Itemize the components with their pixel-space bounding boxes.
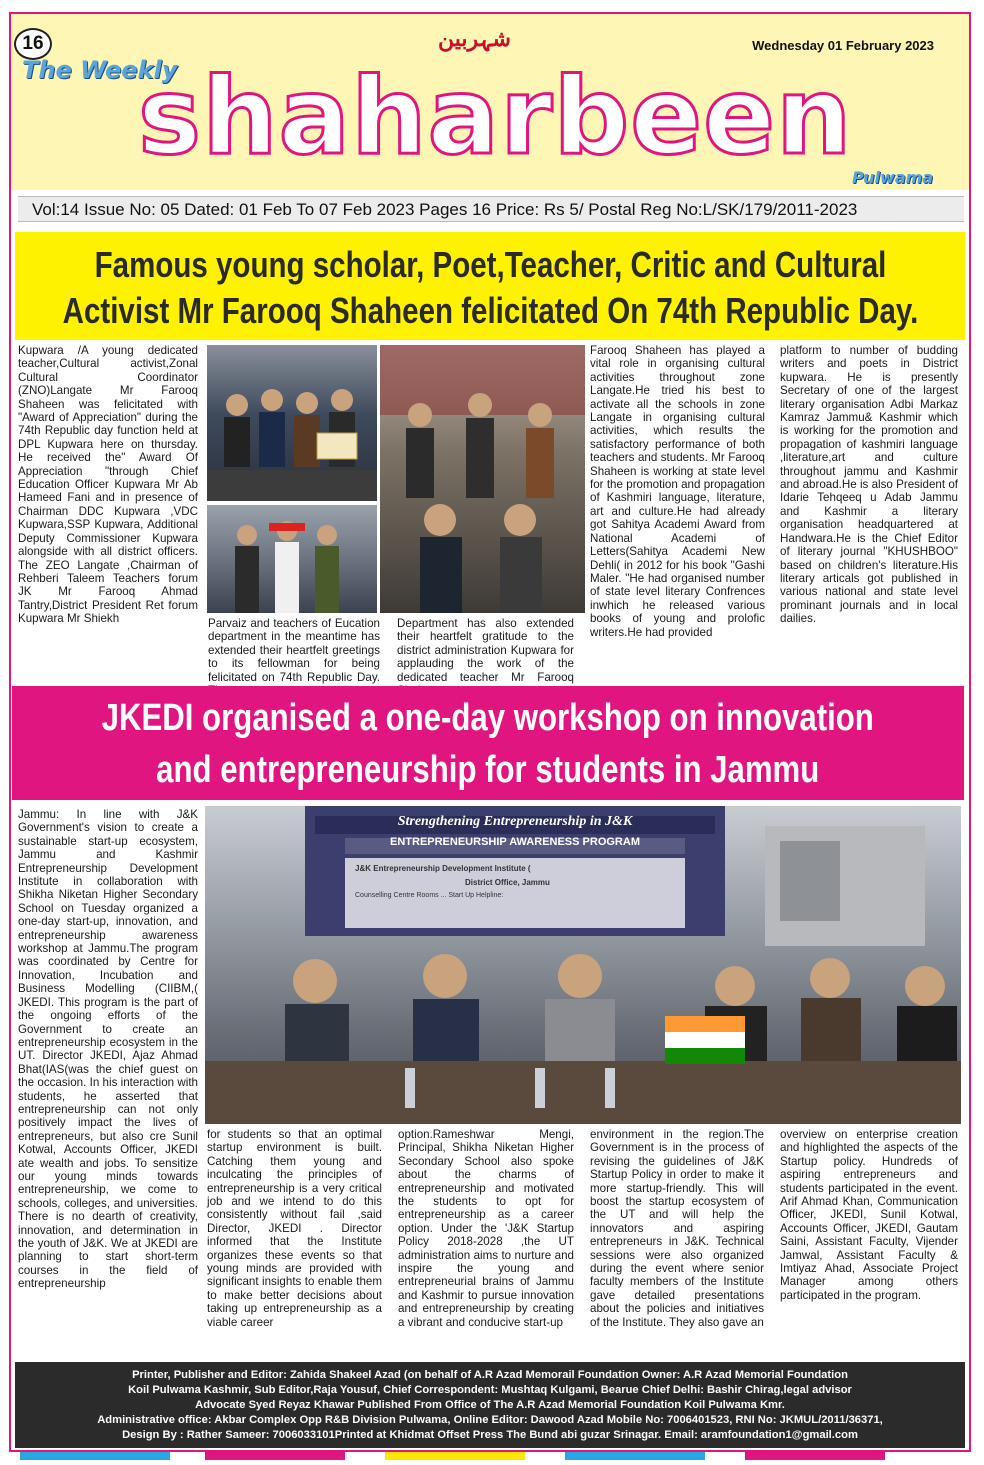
article1-column-1 [18,344,198,680]
color-strip-magenta [205,1452,345,1460]
imprint-line-4: Administrative office: Akbar Complex Opp R&B Division Pulwama, Online Editor: Dawood Azad Mobile No: 7006401523, RNI No: JKMUL/2011/36371, [97,1414,883,1426]
article1-headline-line2: Activist Mr Farooq Shaheen felicitated On 74th Republic Day. [62,290,918,331]
article2-text-3: option.Rameshwar Mengi, Principal, Shikha Niketan Higher Secondary School also spoke about the charms of entrepreneurship and motivated the students to opt for entrepreneurship as a career option. Under the 'J&K Startup Policy 2018-2028 ,the UT administration aims to nurture and inspire the young and entrepreneurial brains of Jammu and Kashmir to pursue innovation and entrepreneurship by creating a vibrant and conducive start-up [398,1128,574,1329]
imprint-line-2: Koil Pulwama Kashmir, Sub Editor,Raja Yousuf, Chief Correspondent: Mushtaq Kulgami, Bearue Chief Delhi: Bashir Chirag,legal advisor [128,1384,852,1396]
article2-column-1 [18,808,198,1356]
photo-banner-title: Strengthening Entrepreneurship in J&K [397,814,633,829]
article1-photo-2 [207,505,377,613]
imprint-footer [15,1362,965,1448]
article2-column-3 [398,1128,574,1356]
article1-headline-box [15,232,965,340]
officials-photo-graphic [207,505,377,613]
article2-text-4: environment in the region.The Government is in the process of revising the guidelines of J&K Startup Policy in order to make it more startup-friendly. This will boost the startup ecosystem of the UT and will help the innovators and aspiring entrepreneurs in J&K. Technical sessions were also organized during the event where senior faculty members of the Institute gave detailed presentations about the policies and initiatives of the Institute. They also gave an [590,1128,764,1329]
article2-text-5: overview on enterprise creation and highlighted the aspects of the Startup policy. Hundreds of aspiring entrepreneurs and students participated in the event. Arif Ahmad Khan, Communication Officer, JKEDI, Sunil Kotwal, Accounts Officer, JKEDI, Gautam Saini, Assistant Faculty, Vijender Jamwal, Assistant Faculty & Imtiyaz Ahad, Associate Project Manager among others participated in the program. [780,1128,958,1302]
newspaper-name: shaharbeen [138,55,853,178]
article1-photo-1 [207,345,377,501]
urdu-logo: شہربین [438,26,511,52]
article1-column-4 [590,344,765,680]
volume-bar: Vol:14 Issue No: 05 Dated: 01 Feb To 07 Feb 2023 Pages 16 Price: Rs 5/ Postal Reg No:L/SK/179/2011-2023 [18,196,964,222]
color-strip-cyan-2 [565,1452,705,1460]
award-ceremony-graphic [380,345,585,613]
photo-banner-helpline: Counselling Centre Rooms ... Start Up Helpline: [355,892,504,899]
crowd-photo-graphic [207,345,377,501]
color-strip-cyan [20,1452,170,1460]
article2-workshop-photo [205,806,961,1124]
photo-banner-program: ENTREPRENEURSHIP AWARENESS PROGRAM [390,836,640,848]
article1-column-3 [397,617,574,683]
place-label: Pulwama [852,168,934,187]
article2-headline-line2: and entrepreneurship for students in Jammu [156,749,820,791]
article2-column-5 [780,1128,958,1356]
article1-headline-line1: Famous young scholar, Poet,Teacher, Critic and Cultural [94,244,886,285]
article1-text-4: Farooq Shaheen has played a vital role in organising cultural activities throughout zone Langate.He tried his best to activate all the schools in zone Langate in organising cultural activities, which results the satisfactory performance of both teachers and students. Mr Farooq Shaheen is working at state level for the promotion and propagation of Kashmiri language, literature, art and culture.He had already got Sahitya Academi Award from National Academi of Letters(Sahitya Academi New Dehli( in 2012 for his book "Gashi Maler. "He had organised number of state level literary Confrences inwhich he released various books of young and prolofic writers.He had provided [590,344,765,639]
page-number: 16 [14,28,52,60]
article1-text-2: Parvaiz and teachers of Eucation department in the meantime has extended their heartfelt greetings to its fellowman for being felicitated on 74th Republic Day. [208,617,380,684]
article2-column-2 [207,1128,382,1356]
article1-headline [15,232,965,334]
imprint-line-5: Design By : Rather Sameer: 7006033101Printed at Khidmat Offset Press The Bund abi guzar Srinagar. Email: aramfoundation1@gmail.com [122,1429,858,1441]
weekly-label: The Weekly [22,56,178,84]
article2-text-2: for students so that an optimal startup environment is built. Catching them young and inculcating the principles of entrepreneurship is a very critical job and we intend to do this consistently without fail ,said Director, JKEDI . Director informed that the Institute organizes these events so that young minds are provided with significant insights to enable them to make better decisions about taking up entrepreneurship as a viable career [207,1128,382,1329]
photo-banner-office: District Office, Jammu [465,878,550,887]
article1-text-3: Department has also extended their heartfelt gratitude to the district administration Kupwara for applauding the work of the dedicated teacher Mr Farooq [397,617,574,684]
color-strip-magenta-2 [745,1452,885,1460]
issue-date: Wednesday 01 February 2023 [752,38,934,53]
photo-banner-institute: J&K Entrepreneurship Development Institute ( [355,864,531,873]
article1-text-5: platform to number of budding writers and poets in District kupwara. He is presently Secretary of one of the largest literary organisation Adbi Markaz Kamraz Jammu& Kashmir which is working for the promotion and propagation of kashmiri language ,literature,art and culture throughout jammu and Kashmir and abroad.He is also President of Idarie Tehqeeq u Adab Jammu and Kashmir a literary organisation headquartered at Handwara.He is the Chief Editor of literary journal "KHUSHBOO" based on children's literature.His literary articals got published in various national and state level prominant journals and in local dailies. [780,344,958,626]
color-strip-yellow [385,1452,525,1460]
article2-headline-line1: JKEDI organised a one-day workshop on innovation [101,697,875,739]
imprint-line-1: Printer, Publisher and Editor: Zahida Shakeel Azad (on behalf of A.R Azad Memorail Foundation Owner: A.R Azad Memorial Foundation [132,1369,848,1381]
article1-photo-3 [380,345,585,613]
article2-text-1: Jammu: In line with J&K Government's vision to create a sustainable start-up ecosystem, Jammu and Kashmir Entrepreneurship Development Institute in collaboration with Shikha Niketan Higher Secondary School on Tuesday organized a one-day start-up, innovation, and entrepreneurship awareness workshop at Jammu.The program was coordinated by Centre for Innovation, Incubation and Business Modelling (CIIBM,( JKEDI. This program is the part of the ongoing efforts of the Government to create an entrepreneurship ecosystem in the UT. Director JKEDI, Ajaz Ahmad Bhat(IAS(was the chief guest on the occasion. In his interaction with students, he asserted that entrepreneurship can not only positively impact the lives of entrepreneurs, but also cre Sunil Kotwal, Accounts Officer, JKEDI ate wealth and jobs. To sensitize our young minds towards entrepreneurship, we come to schools, colleges, and universities. There is no dearth of creativity, innovation, and determination in the youth of J&K. We at JKEDI are planning to start short-term courses in the field of entrepreneurship [18,808,198,1291]
imprint-line-3: Advocate Syed Reyaz Khawar Published From Office of The A.R Azad Memorial Foundation Koil Pulwama Kmr. [195,1399,785,1411]
article2-headline [12,686,964,796]
article1-column-2 [208,617,380,683]
article2-column-4 [590,1128,764,1356]
article1-text-1: Kupwara /A young dedicated teacher,Cultural activist,Zonal Cultural Coordinator (ZNO)Langate Mr Farooq Shaheen was felicitated with "Award of Appreciation" during the 74th Republic day function held at DPL Kupwara here on thursday. He received the" Award Of Appreciation "through Chief Education Officer Kupwara Mr Ab Hameed Fani and in presence of Chairman DDC Kupwara ,VDC Kupwara,SSP Kupwara, Additional Deputy Commissioner Kupwara alongside with all district officers. The ZEO Langate ,Chairman of Rehberi Taleem Teachers forum JK Mr Farooq Ahmad Tantry,District President Ret forum Kupwara Mr Shiekh [18,344,198,626]
workshop-photo-graphic [205,806,961,1124]
article2-headline-box [12,686,964,800]
article1-column-5 [780,344,958,680]
